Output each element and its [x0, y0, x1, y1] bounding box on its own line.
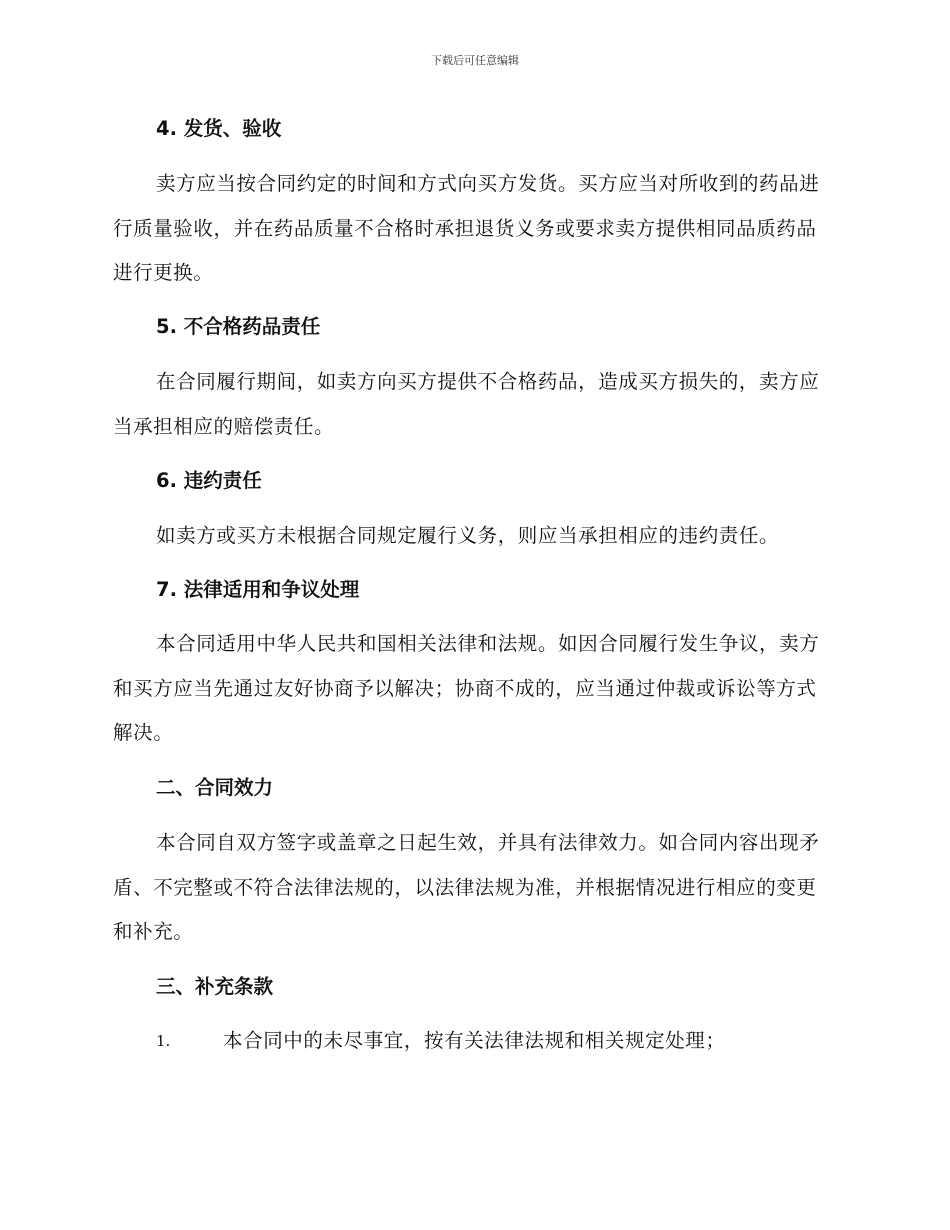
section-heading-law-disputes: 7. 法律适用和争议处理: [156, 578, 360, 601]
list-item-text: 本合同中的未尽事宜，按有关法律法规和相关规定处理；: [223, 1029, 726, 1052]
section-heading-breach: 6. 违约责任: [156, 469, 262, 492]
section-body-contract-effect: 本合同自双方签字或盖章之日起生效，并具有法律效力。如合同内容出现矛盾、不完整或不符合法律法规的，以法律法规为准，并根据情况进行相应的变更和补充。: [113, 831, 820, 943]
section-body-unqualified-drugs: 在合同履行期间，如卖方向买方提供不合格药品，造成买方损失的，卖方应当承担相应的赔偿责任。: [113, 370, 820, 438]
section-heading-contract-effect: 二、合同效力: [156, 776, 274, 799]
list-item-number: 1.: [156, 1032, 171, 1050]
section-heading-supplementary: 三、补充条款: [156, 975, 274, 998]
page-header: 下载后可任意编辑: [431, 54, 519, 67]
section-heading-delivery: 4. 发货、验收: [156, 117, 282, 140]
section-body-breach: 如卖方或买方未根据合同规定履行义务，则应当承担相应的违约责任。: [156, 524, 780, 547]
section-heading-unqualified-drugs: 5. 不合格药品责任: [156, 315, 321, 338]
section-body-delivery: 卖方应当按合同约定的时间和方式向买方发货。买方应当对所收到的药品进行质量验收，并在药品质量不合格时承担退货义务或要求卖方提供相同品质药品进行更换。: [113, 172, 820, 284]
section-body-law-disputes: 本合同适用中华人民共和国相关法律和法规。如因合同履行发生争议，卖方和买方应当先通过友好协商予以解决；协商不成的，应当通过仲裁或诉讼等方式解决。: [113, 632, 820, 744]
